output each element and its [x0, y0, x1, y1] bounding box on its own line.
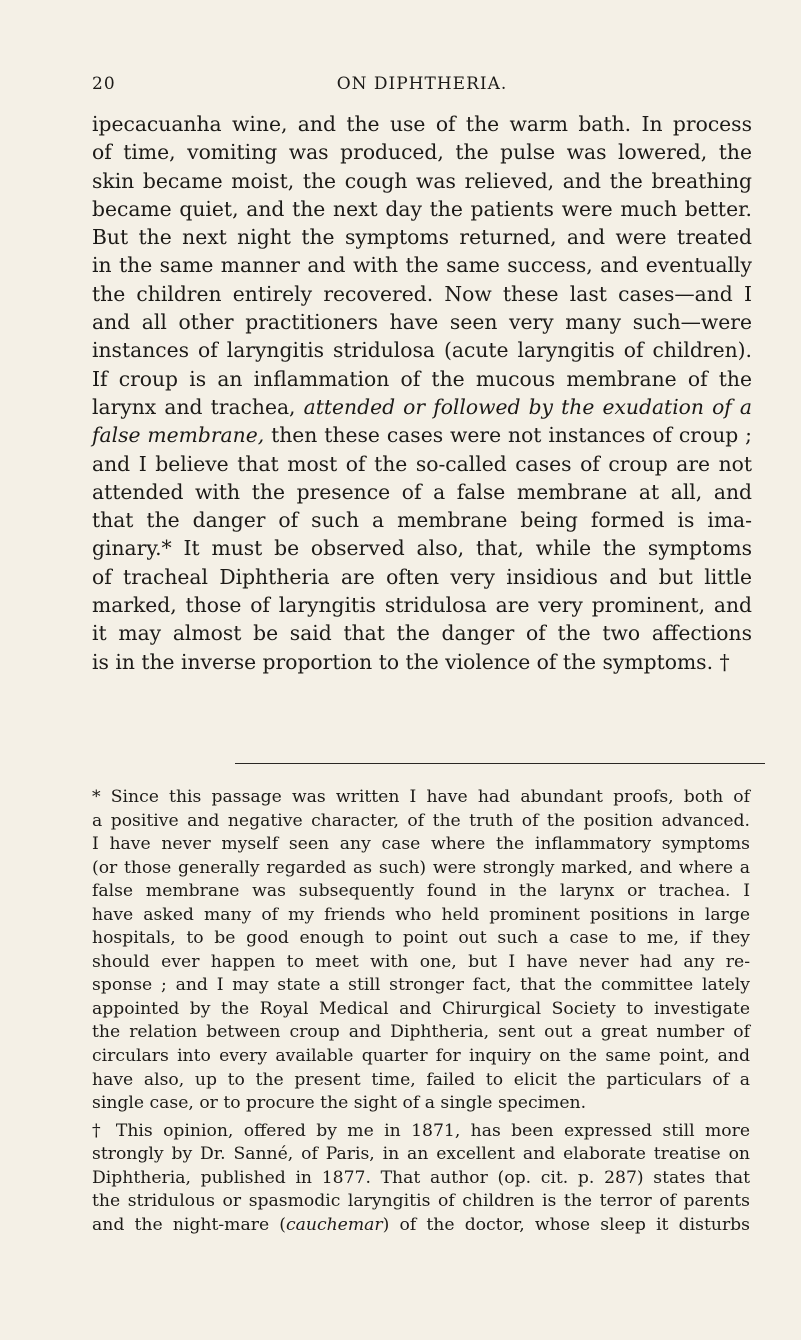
footnote-star-line: hospitals, to be good enough to point out such a case to me, if they — [92, 928, 750, 949]
footnote-star-line: I have never myself seen any case where the inflammatory symptoms — [92, 834, 750, 855]
footnote-star-line: the relation between croup and Diphtheria, sent out a great number of — [92, 1022, 750, 1043]
running-title: ON DIPHTHERIA. — [336, 74, 508, 94]
body-line: instances of laryngitis stridulosa (acute laryngitis of children). — [92, 338, 752, 363]
footnote-rule — [235, 763, 765, 764]
body-line: false membrane, then these cases were not instances of croup ; — [92, 423, 752, 448]
body-line: is in the inverse proportion to the violence of the symptoms. † — [92, 649, 730, 674]
body-line: If croup is an inflammation of the mucous membrane of the — [92, 366, 752, 391]
footnote-star-line: have asked many of my friends who held prominent positions in large — [92, 904, 750, 925]
body-line: the children entirely recovered. Now these last cases—and I — [92, 281, 752, 306]
footnote-star-line: a positive and negative character, of the truth of the position advanced. — [92, 810, 750, 831]
footnote-dagger-line: and the night-mare (cauchemar) of the doctor, whose sleep it disturbs — [92, 1214, 750, 1235]
body-line: of tracheal Diphtheria are often very insidious and but little — [92, 564, 752, 589]
footnote-star-line: false membrane was subsequently found in the larynx or trachea. I — [92, 881, 750, 902]
italic-word: cauchemar — [286, 1214, 383, 1235]
footnote-dagger-line: Diphtheria, published in 1877. That author (op. cit. p. 287) states that — [92, 1167, 750, 1188]
body-line: ginary.* It must be observed also, that, while the symptoms — [92, 536, 752, 561]
body-text — [92, 110, 752, 676]
footnote-star-line: (or those generally regarded as such) were strongly marked, and where a — [92, 857, 750, 878]
footnote-star-line: appointed by the Royal Medical and Chirurgical Society to investigate — [92, 998, 750, 1019]
footnote-dagger-line: the stridulous or spasmodic laryngitis of children is the terror of parents — [92, 1191, 750, 1212]
footnote-star-line: * Since this passage was written I have had abundant proofs, both of — [92, 787, 750, 807]
body-line: that the danger of such a membrane being formed is ima- — [92, 508, 752, 533]
footnote-star-line: single case, or to procure the sight of a single specimen. — [92, 1093, 587, 1114]
page-header — [92, 74, 752, 104]
body-line: ipecacuanha wine, and the use of the warm bath. In process — [92, 112, 752, 136]
footnote-star-line: have also, up to the present time, failed to elicit the particulars of a — [92, 1069, 750, 1090]
footnote-star-line: circulars into every available quarter for inquiry on the same point, and — [92, 1046, 750, 1067]
body-line: became quiet, and the next day the patients were much better. — [92, 196, 752, 221]
body-line: marked, those of laryngitis stridulosa are very prominent, and — [92, 593, 752, 618]
body-line: skin became moist, the cough was relieved, and the breathing — [92, 168, 752, 193]
page-number: 20 — [92, 74, 116, 94]
body-line: in the same manner and with the same success, and eventually — [92, 253, 752, 278]
footnote-dagger-line: † This opinion, offered by me in 1871, has been expressed still more — [92, 1120, 750, 1141]
body-line: But the next night the symptoms returned, and were treated — [92, 225, 752, 250]
body-line: and all other practitioners have seen very many such—were — [92, 310, 752, 335]
footnote-star-line: should ever happen to meet with one, but I have never had any re- — [92, 951, 750, 972]
footnotes — [92, 786, 750, 1237]
italic-phrase: false membrane, — [92, 423, 265, 448]
footnote-dagger-line: strongly by Dr. Sanné, of Paris, in an excellent and elaborate treatise on — [92, 1144, 750, 1165]
body-line: larynx and trachea, attended or followed by the exudation of a — [92, 394, 753, 419]
footnote-star-line: sponse ; and I may state a still stronger fact, that the committee lately — [92, 975, 750, 996]
body-line: of time, vomiting was produced, the pulse was lowered, the — [92, 140, 752, 165]
italic-phrase: attended or followed by the exudation of a — [303, 394, 753, 419]
body-line: it may almost be said that the danger of the two affections — [92, 621, 752, 646]
body-line: attended with the presence of a false membrane at all, and — [92, 479, 752, 504]
body-line: and I believe that most of the so-called cases of croup are not — [92, 451, 752, 476]
